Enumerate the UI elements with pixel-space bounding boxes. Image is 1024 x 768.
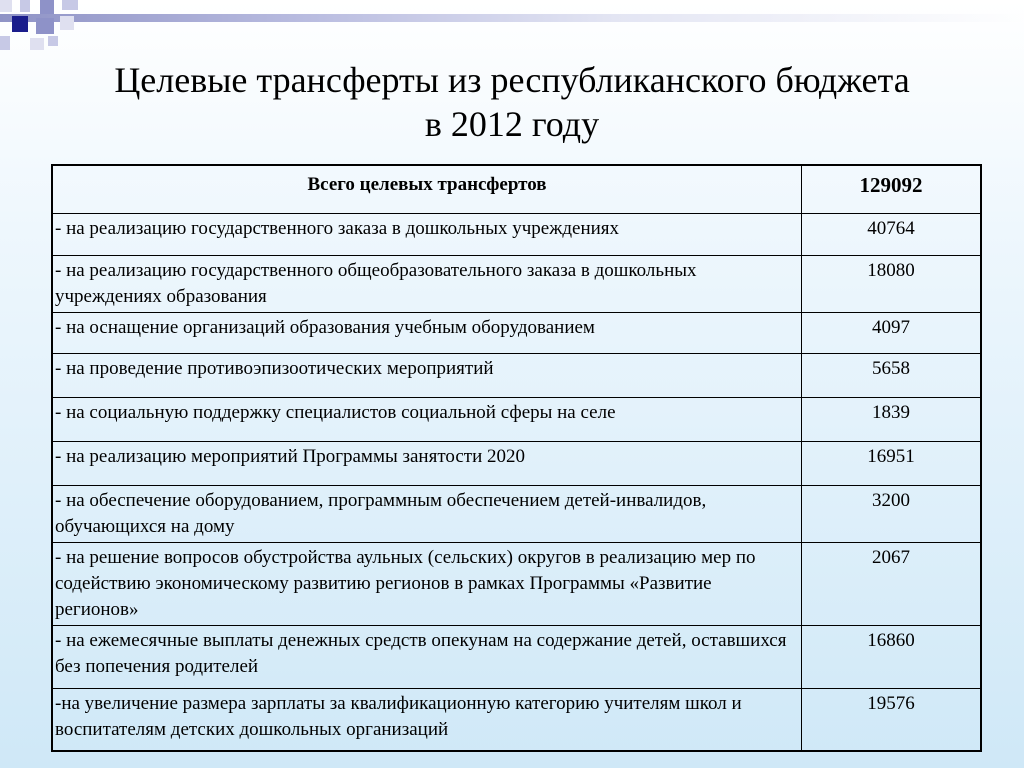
decor-square — [0, 0, 12, 12]
decor-square — [60, 16, 74, 30]
row-label: - на ежемесячные выплаты денежных средств опекунам на содержание детей, оставшихся без попечения родителей — [52, 626, 802, 689]
row-value: 16951 — [802, 442, 982, 486]
decor-square — [20, 0, 30, 12]
slide-title — [0, 58, 1024, 146]
row-value: 40764 — [802, 214, 982, 256]
header-gradient-bar — [0, 14, 1024, 22]
decor-square — [12, 16, 28, 32]
table-row — [52, 626, 981, 689]
row-label: - на социальную поддержку специалистов социальной сферы на селе — [52, 398, 802, 442]
row-value: 1839 — [802, 398, 982, 442]
table-row — [52, 214, 981, 256]
row-value: 4097 — [802, 313, 982, 354]
decor-square — [62, 0, 78, 10]
table-row — [52, 313, 981, 354]
row-label: - на решение вопросов обустройства аульных (сельских) округов в реализацию мер по содействию экономическому развитию регионов в рамках Программы «Развитие регионов» — [52, 543, 802, 626]
row-label: - на реализацию мероприятий Программы занятости 2020 — [52, 442, 802, 486]
decor-square — [36, 18, 54, 34]
row-value: 18080 — [802, 256, 982, 313]
row-value: 2067 — [802, 543, 982, 626]
row-label: - на оснащение организаций образования учебным оборудованием — [52, 313, 802, 354]
row-value: 5658 — [802, 354, 982, 398]
table-row — [52, 398, 981, 442]
row-value: 16860 — [802, 626, 982, 689]
row-label: - на реализацию государственного общеобразовательного заказа в дошкольных учреждениях образования — [52, 256, 802, 313]
header-total: 129092 — [802, 165, 982, 214]
table-row — [52, 442, 981, 486]
table-header-row — [52, 165, 981, 214]
transfers-table — [51, 164, 982, 752]
decor-square — [48, 36, 58, 46]
table-row — [52, 354, 981, 398]
table-row — [52, 689, 981, 751]
decor-square — [0, 36, 10, 50]
decor-square — [30, 38, 44, 50]
title-line-2: в 2012 году — [424, 104, 600, 144]
decor-square — [40, 0, 54, 14]
table-row — [52, 256, 981, 313]
table-row — [52, 543, 981, 626]
row-label: - на реализацию государственного заказа в дошкольных учреждениях — [52, 214, 802, 256]
row-label: - на обеспечение оборудованием, программным обеспечением детей-инвалидов, обучающихся на дому — [52, 486, 802, 543]
row-label: -на увеличение размера зарплаты за квалификационную категорию учителям школ и воспитателям детских дошкольных организаций — [52, 689, 802, 751]
row-value: 3200 — [802, 486, 982, 543]
row-label: - на проведение противоэпизоотических мероприятий — [52, 354, 802, 398]
table-row — [52, 486, 981, 543]
header-label: Всего целевых трансфертов — [52, 165, 802, 214]
title-line-1: Целевые трансферты из республиканского бюджета — [114, 60, 910, 100]
row-value: 19576 — [802, 689, 982, 751]
